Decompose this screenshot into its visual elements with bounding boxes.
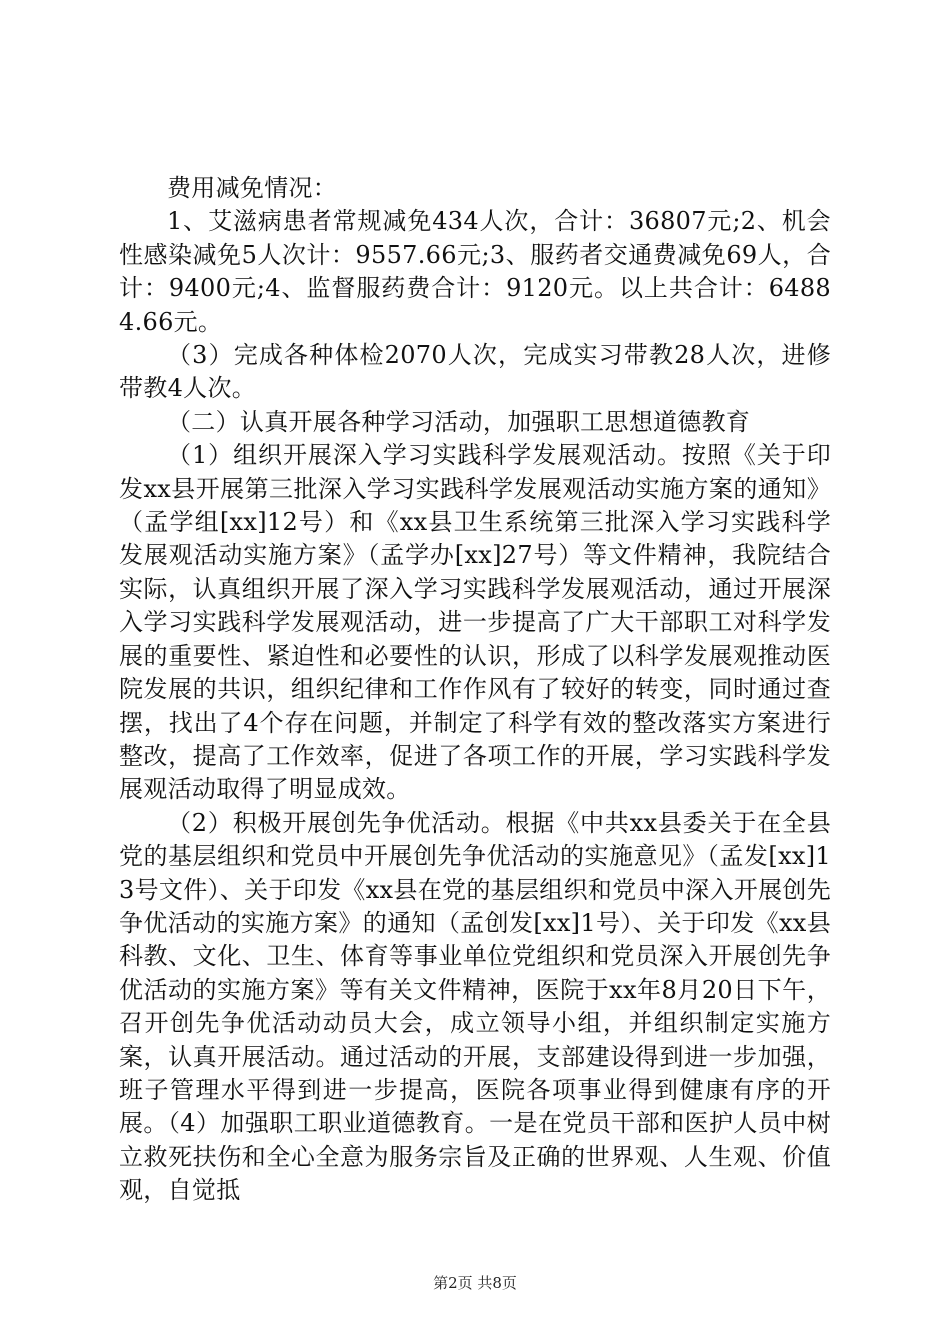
paragraph-physical-exams: （3）完成各种体检2070人次，完成实习带教28人次，进修带教4人次。	[119, 341, 831, 403]
paragraph-excellence-activities: （2）积极开展创先争优活动。根据《中共xx县委关于在全县党的基层组织和党员中开展创先争优活动的实施意见》（孟发[xx]13号文件）、关于印发《xx县在党的基层组织和党员中深入开展创先争优活动的实施方案》的通知（孟创发[xx]1号）、关于印发《xx县科教、文化、卫生、体育等事业单位党组织和党员深入开展创先争优活动的实施方案》等有关文件精神，医院于xx年8月20日下午，召开创先争优活动动员大会，成立领导小组，并组织制定实施方案，认真开展活动。通过活动的开展，支部建设得到进一步加强，班子管理水平得到进一步提高，医院各项事业得到健康有序的开展。（4）加强职工职业道德教育。一是在党员干部和医护人员中树立救死扶伤和全心全意为服务宗旨及正确的世界观、人生观、价值观，自觉抵	[119, 808, 831, 1205]
paragraph-fee-reduction-heading: 费用减免情况：	[167, 174, 338, 202]
paragraph-scientific-development: （1）组织开展深入学习实践科学发展观活动。按照《关于印发xx县开展第三批深入学习实践科学发展观活动实施方案的通知》（孟学组[xx]12号）和《xx县卫生系统第三批深入学习实践科学发展观活动实施方案》（孟学办[xx]27号）等文件精神，我院结合实际，认真组织开展了深入学习实践科学发展观活动，通过开展深入学习实践科学发展观活动，进一步提高了广大干部职工对科学发展的重要性、紧迫性和必要性的认识，形成了以科学发展观推动医院发展的共识，组织纪律和工作作风有了较好的转变，同时通过查摆，找出了4个存在问题，并制定了科学有效的整改落实方案进行整改，提高了工作效率，促进了各项工作的开展，学习实践科学发展观活动取得了明显成效。	[119, 441, 831, 804]
paragraph-fee-reduction-details: 1、艾滋病患者常规减免434人次，合计：36807元;2、机会性感染减免5人次计：9557.66元;3、服药者交通费减免69人，合计：9400元;4、监督服药费合计：9120元。以上共合计：64884.66元。	[119, 207, 831, 336]
page-number-footer: 第2页 共8页	[433, 1274, 517, 1292]
document-body	[119, 172, 831, 1208]
section-heading-study-activities: （二）认真开展各种学习活动，加强职工思想道德教育	[167, 407, 751, 436]
